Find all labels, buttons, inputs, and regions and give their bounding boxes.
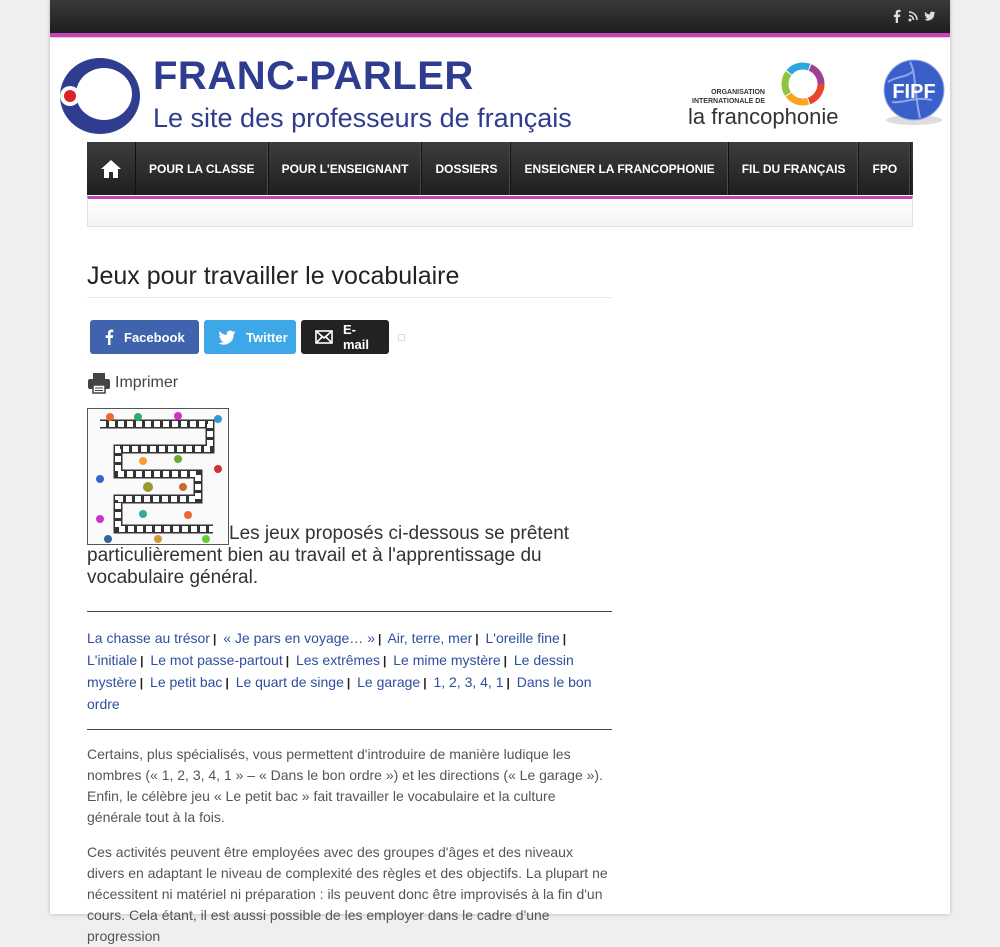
- main-navigation: [87, 142, 913, 195]
- twitter-icon[interactable]: [924, 9, 934, 23]
- link-mot-passe-partout[interactable]: Le mot passe-partout: [150, 652, 283, 668]
- link-chasse-au-tresor[interactable]: La chasse au trésor: [87, 630, 210, 646]
- share-facebook-label: Facebook: [124, 329, 185, 345]
- page-wrapper: [50, 0, 950, 944]
- link-extremes[interactable]: Les extrêmes: [295, 652, 380, 668]
- link-separator: |: [212, 632, 217, 646]
- print-label: Imprimer: [115, 374, 179, 391]
- link-petit-bac[interactable]: Le petit bac: [150, 674, 223, 690]
- social-links: [892, 9, 934, 23]
- link-separator: |: [503, 654, 507, 668]
- link-separator: |: [346, 676, 351, 690]
- facebook-icon[interactable]: [892, 9, 902, 23]
- board-game-image[interactable]: [87, 408, 229, 545]
- link-separator: |: [383, 654, 387, 668]
- intro-block: [87, 408, 612, 589]
- nav-item-dossiers[interactable]: DOSSIERS: [422, 142, 511, 195]
- link-initiale[interactable]: L'initiale: [87, 652, 138, 668]
- printer-icon: [87, 372, 111, 394]
- twitter-icon: [218, 330, 236, 345]
- home-icon[interactable]: [87, 142, 136, 195]
- share-email-label: E-mail: [343, 322, 370, 352]
- board-game-icon: [88, 409, 228, 544]
- link-separator: |: [225, 676, 229, 690]
- nav-item-fil-du-francais[interactable]: FIL DU FRANÇAIS: [729, 142, 860, 195]
- share-facebook-button[interactable]: [90, 320, 199, 354]
- oif-small-text: ORGANISATION INTERNATIONALE DE: [692, 89, 765, 105]
- fipf-logo[interactable]: [880, 58, 948, 133]
- link-mime-mystere[interactable]: Le mime mystère: [393, 652, 501, 668]
- share-twitter-button[interactable]: [204, 320, 296, 354]
- nav-item-enseigner-la-francophonie[interactable]: ENSEIGNER LA FRANCOPHONIE: [511, 142, 728, 195]
- link-separator: |: [377, 632, 382, 646]
- share-more-icon[interactable]: [398, 334, 405, 341]
- game-links: [87, 612, 612, 729]
- link-quart-de-singe[interactable]: Le quart de singe: [235, 674, 344, 690]
- rss-icon[interactable]: [908, 9, 918, 23]
- top-bar: [50, 0, 950, 33]
- nav-item-fpo[interactable]: FPO: [859, 142, 911, 195]
- print-link[interactable]: [87, 372, 612, 394]
- paragraph-activities: Ces activités peuvent être employées avec des groupes d'âges et des niveaux divers en adaptant le niveau de complexité des règles et des objectifs. La plupart ne nécessitent ni matériel ni préparation : ils peuvent donc être improvisés à la fin d'un cours. Cela étant, il est aussi possible de les employer dans le cadre d'une progression: [87, 844, 608, 944]
- link-separator: |: [506, 676, 510, 690]
- article: [87, 262, 612, 947]
- separator-bottom: [87, 729, 612, 730]
- franc-parler-logo-icon[interactable]: [56, 56, 142, 141]
- link-dans-le-bon-ordre[interactable]: Dans le bon ordre: [87, 674, 592, 712]
- envelope-icon: [315, 330, 333, 344]
- link-separator: |: [475, 632, 479, 646]
- paragraph-specialized-games: Certains, plus spécialisés, vous permettent d'introduire de manière ludique les nombres (« 1, 2, 3, 4, 1 » – « Dans le bon ordre ») et les directions (« Le garage »). Enfin, le célèbre jeu « Le petit bac » fait travailler le vocabulaire et la culture générale tout à la fois.: [87, 746, 603, 825]
- intro-text: Les jeux proposés ci-dessous se prêtent particulièrement bien au travail et à l'apprentissage du vocabulaire général.: [87, 523, 570, 588]
- oif-big-label: la francophonie: [688, 104, 839, 129]
- link-dessin-mystere[interactable]: Le dessin mystère: [87, 652, 574, 690]
- page-title: Jeux pour travailler le vocabulaire: [87, 262, 612, 298]
- link-air-terre-mer[interactable]: Air, terre, mer: [387, 630, 473, 646]
- fipf-label: FIPF: [892, 81, 936, 103]
- link-1-2-3-4-1[interactable]: 1, 2, 3, 4, 1: [433, 674, 504, 690]
- nav-item-pour-l-enseignant[interactable]: POUR L'ENSEIGNANT: [269, 142, 423, 195]
- site-tagline: Le site des professeurs de français: [153, 103, 572, 133]
- sub-navigation: [87, 196, 913, 227]
- link-separator: |: [285, 654, 290, 668]
- site-header: [50, 38, 950, 143]
- link-separator: |: [423, 676, 427, 690]
- share-buttons: [90, 320, 612, 354]
- facebook-icon: [104, 329, 114, 345]
- share-twitter-label: Twitter: [246, 329, 288, 345]
- link-separator: |: [140, 654, 144, 668]
- oif-logo[interactable]: [688, 60, 848, 130]
- site-title[interactable]: FRANC-PARLER: [153, 54, 474, 98]
- link-oreille-fine[interactable]: L'oreille fine: [485, 630, 560, 646]
- link-separator: |: [562, 632, 567, 646]
- link-je-pars-en-voyage[interactable]: « Je pars en voyage… »: [223, 630, 375, 646]
- link-garage[interactable]: Le garage: [357, 674, 421, 690]
- share-email-button[interactable]: [301, 320, 389, 354]
- oif-ring-icon: [779, 60, 827, 108]
- nav-item-pour-la-classe[interactable]: POUR LA CLASSE: [136, 142, 269, 195]
- link-separator: |: [139, 676, 144, 690]
